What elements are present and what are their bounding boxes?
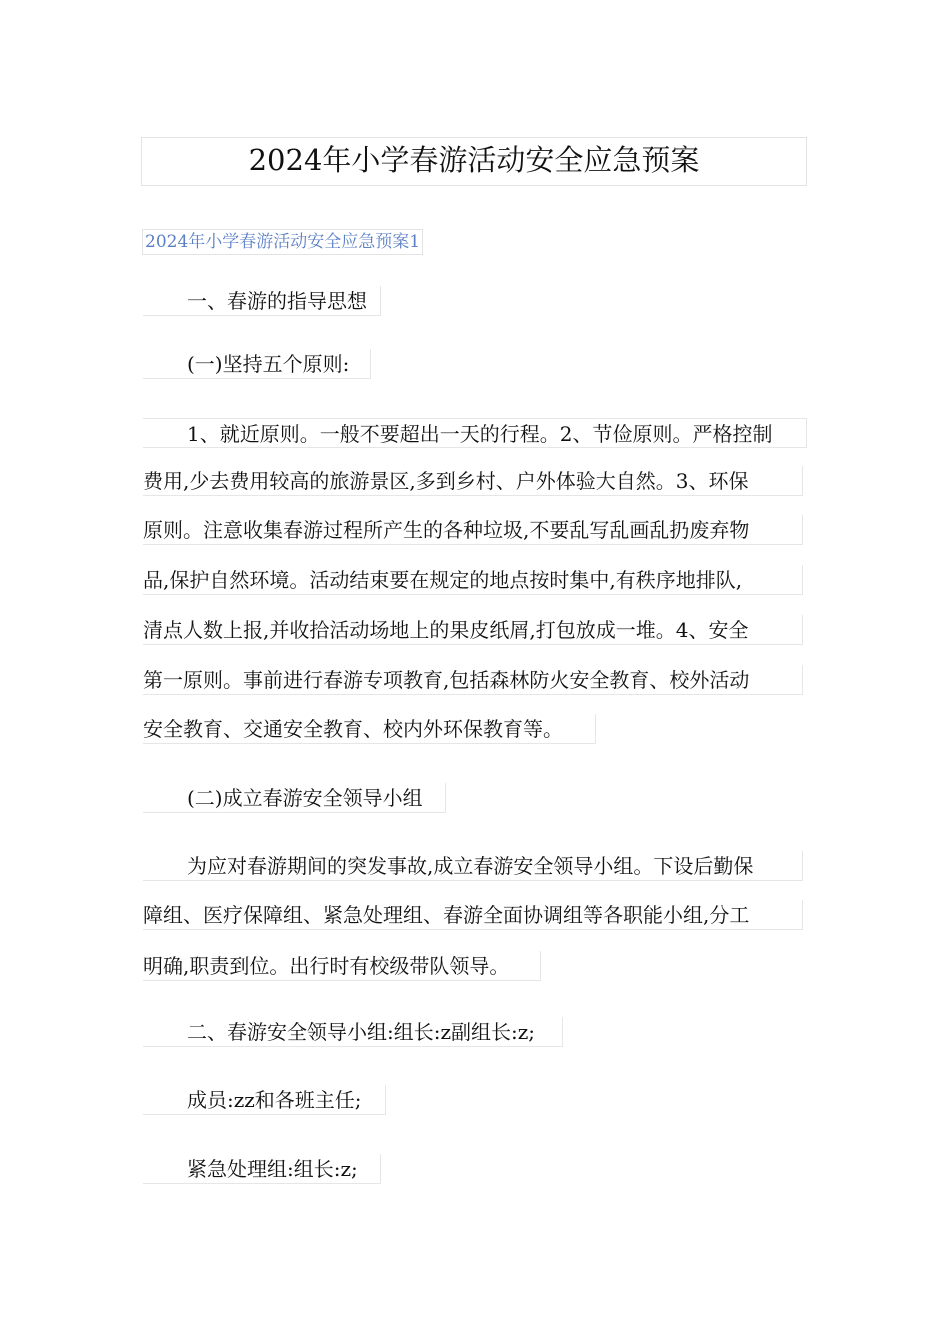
heading-safety-group: (二)成立春游安全领导小组: [143, 783, 446, 813]
paragraph-line: 安全教育、交通安全教育、校内外环保教育等。: [143, 714, 596, 744]
section-heading-link[interactable]: 2024年小学春游活动安全应急预案1: [142, 229, 423, 255]
members-line: 成员:zz和各班主任;: [143, 1085, 386, 1115]
paragraph-line: 清点人数上报,并收拾活动场地上的果皮纸屑,打包放成一堆。4、安全: [143, 615, 803, 645]
paragraph-line: 为应对春游期间的突发事故,成立春游安全领导小组。下设后勤保: [143, 851, 803, 881]
paragraph-line: 障组、医疗保障组、紧急处理组、春游全面协调组等各职能小组,分工: [143, 900, 803, 930]
document-title: 2024年小学春游活动安全应急预案: [141, 137, 807, 186]
heading-leadership-members: 二、春游安全领导小组:组长:z副组长:z;: [143, 1017, 563, 1047]
paragraph-line: 原则。注意收集春游过程所产生的各种垃圾,不要乱写乱画乱扔废弃物: [143, 515, 803, 545]
heading-guiding-ideology: 一、春游的指导思想: [143, 286, 381, 316]
emergency-group-line: 紧急处理组:组长:z;: [143, 1154, 381, 1184]
paragraph-line: 费用,少去费用较高的旅游景区,多到乡村、户外体验大自然。3、环保: [143, 466, 803, 496]
heading-five-principles: (一)坚持五个原则:: [143, 349, 371, 379]
paragraph-line: 第一原则。事前进行春游专项教育,包括森林防火安全教育、校外活动: [143, 665, 803, 695]
paragraph-line: 明确,职责到位。出行时有校级带队领导。: [143, 951, 541, 981]
paragraph-line: 1、就近原则。一般不要超出一天的行程。2、节俭原则。严格控制: [143, 418, 807, 448]
paragraph-line: 品,保护自然环境。活动结束要在规定的地点按时集中,有秩序地排队,: [143, 565, 803, 595]
